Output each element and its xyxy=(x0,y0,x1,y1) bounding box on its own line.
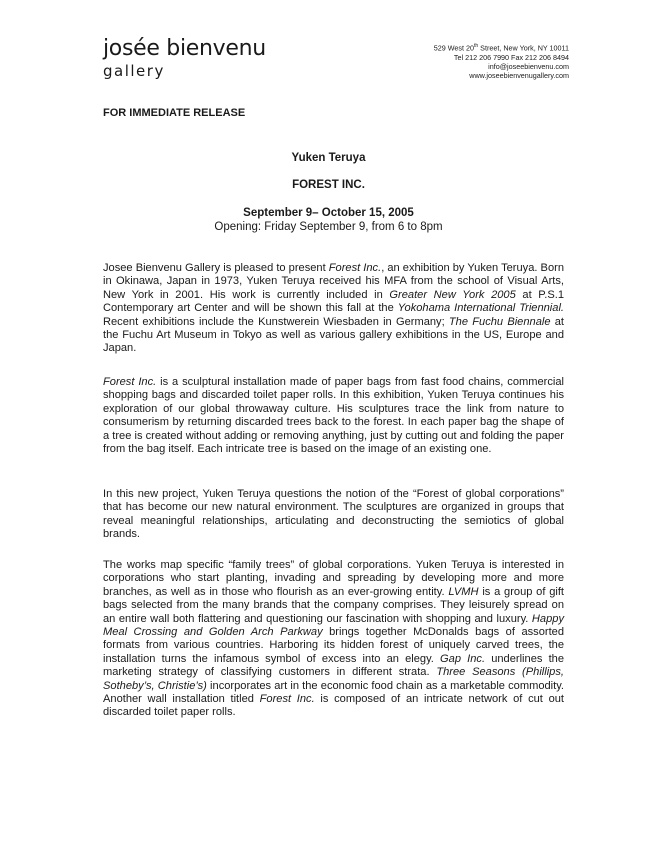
artist-name: Yuken Teruya xyxy=(291,152,366,164)
website-line: www.joseebienvenugallery.com xyxy=(469,71,569,80)
opening-info: Opening: Friday September 9, from 6 to 8pm xyxy=(214,221,443,233)
logo-name: josée bienvenu xyxy=(103,36,266,61)
contact-block xyxy=(434,42,569,80)
phone-line: Tel 212 206 7990 Fax 212 206 8494 xyxy=(453,52,569,62)
exhibition-title: FOREST INC. xyxy=(292,179,365,191)
exhibition-dates: September 9– October 15, 2005 xyxy=(243,207,414,219)
release-heading: FOR IMMEDIATE RELEASE xyxy=(103,107,246,119)
email-line: info@joseebienvenu.com xyxy=(488,61,569,71)
paragraph-project: In this new project, Yuken Teruya questions the notion of the “Forest of global corporations” that has become our new natural environment. The sculptures are organized in groups that reveal meaningful relationships, articulating and deconstructing the semiotics of global brands. xyxy=(103,488,564,541)
gallery-logo xyxy=(103,38,266,79)
logo-sub: gallery xyxy=(103,62,165,80)
paragraph-description: Forest Inc. is a sculptural installation made of paper bags from fast food chains, commercial shopping bags and discarded toilet paper rolls. In this exhibition, Yuken Teruya continues his exploration of our global throwaway culture. His sculptures trace the link from nature to consumerism by returning discarded trees back to the forest. In each paper bag the shape of a tree is created without adding or removing anything, just by cutting out and folding the paper from the bag itself. Each intricate tree is based on the image of an existing one. xyxy=(103,376,564,456)
paragraph-works: The works map specific “family trees” of global corporations. Yuken Teruya is interested in corporations who start planting, invading and spreading by developing more and more branches, as well as in those who flourish as an ever-growing entity. LVMH is a group of gift bags selected from the many brands that the company comprises. They leisurely spread on an entire wall both flattering and questioning our fascination with shopping and luxury. Happy Meal Crossing and Golden Arch Parkway brings together McDonalds bags of assorted formats from various countries. Harboring its hidden forest of uniquely carved trees, the installation turns the infamous symbol of excess into an elegy. Gap Inc. underlines the marketing strategy of classifying customers in different strata. Three Seasons (Phillips, Sotheby’s, Christie’s) incorporates art in the economic food chain as a marketable commodity. Another wall installation titled Forest Inc. is composed of an intricate network of cut out discarded toilet paper rolls. xyxy=(103,559,565,719)
address-line: 529 West 20th Street, New York, NY 10011 xyxy=(433,43,569,53)
paragraph-intro: Josee Bienvenu Gallery is pleased to present Forest Inc., an exhibition by Yuken Teruya. Born in Okinawa, Japan in 1973, Yuken Teruya received his MFA from the school of Visual Arts, New York in 2001. His work is currently included in Greater New York 2005 at P.S.1 Contemporary art Center and will be shown this fall at the Yokohama International Triennial. Recent exhibitions include the Kunstwerein Wiesbaden in Germany; The Fuchu Biennale at the Fuchu Art Museum in Tokyo as well as various gallery exhibitions in the US, Europe and Japan. xyxy=(103,262,564,355)
